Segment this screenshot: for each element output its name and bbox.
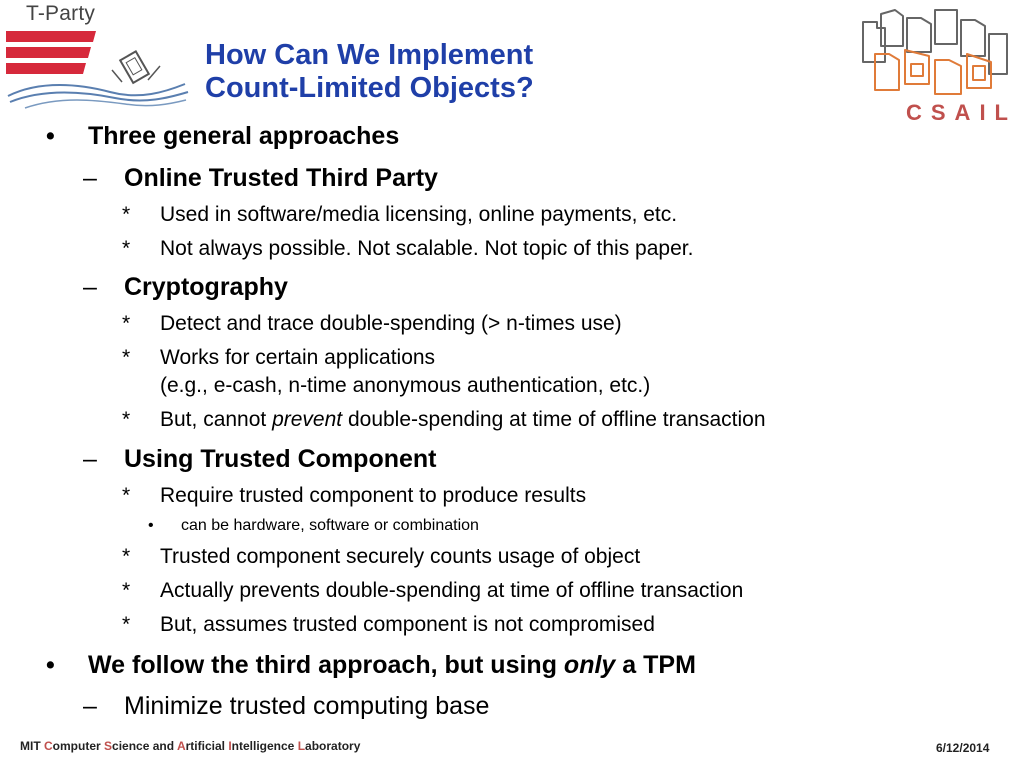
item-actually-prevents: Actually prevents double-spending at time of offline transaction (160, 579, 744, 602)
item-assumes-not-compromised: But, assumes trusted component is not compromised (160, 613, 655, 636)
dash-marker: – (83, 692, 97, 720)
footer-text: ntelligence (231, 739, 298, 753)
star-marker: * (122, 312, 131, 335)
footer-initial: S (104, 739, 113, 753)
item-cannot-prevent-pre: But, cannot (160, 408, 273, 431)
item-cannot-prevent-emphasis: prevent (272, 408, 343, 431)
footer-initial: C (44, 739, 53, 753)
footer-initial: I (228, 739, 232, 753)
item-securely-counts: Trusted component securely counts usage of object (160, 545, 641, 568)
star-marker: * (122, 613, 131, 636)
slide-title-line-2: Count-Limited Objects? (205, 72, 534, 104)
footer-initial: A (176, 739, 186, 753)
bullet-marker: • (46, 651, 55, 679)
item-hardware-software: can be hardware, software or combination (181, 517, 479, 534)
star-marker: * (122, 545, 131, 568)
footer-text: aboratory (305, 739, 361, 753)
star-marker: * (122, 237, 131, 260)
dash-marker: – (83, 273, 97, 301)
star-marker: * (122, 579, 131, 602)
item-cannot-prevent (160, 408, 766, 432)
item-not-always-possible: Not always possible. Not scalable. Not topic of this paper. (160, 237, 694, 260)
bullet-follow-third-approach (88, 651, 696, 680)
subbullet-minimize-tcb: Minimize trusted computing base (124, 692, 490, 720)
item-used-in-licensing: Used in software/media licensing, online payments, etc. (160, 203, 678, 226)
item-works-for-certain-examples: (e.g., e-cash, n-time anonymous authentication, etc.) (160, 374, 651, 397)
tparty-logo-text: T-Party (26, 2, 96, 25)
footer-date: 6/12/2014 (936, 741, 990, 755)
dash-marker: – (83, 164, 97, 192)
footer-text: omputer (52, 739, 105, 753)
footer-text: cience and (112, 739, 177, 753)
dash-marker: – (83, 445, 97, 473)
star-marker: * (122, 484, 131, 507)
item-cannot-prevent-post: double-spending at time of offline transaction (342, 408, 766, 431)
footer-text: MIT (20, 739, 44, 753)
subbullet-trusted-component: Using Trusted Component (124, 445, 437, 473)
bullet-marker: • (46, 122, 55, 150)
star-marker: * (122, 346, 131, 369)
item-works-for-certain: Works for certain applications (160, 346, 436, 369)
star-marker: * (122, 203, 131, 226)
bullet-marker: • (148, 517, 154, 534)
bullet-approaches: Three general approaches (88, 122, 400, 150)
csail-logo-text: CSAIL (906, 100, 1017, 125)
bullet-follow-emphasis: only (563, 651, 616, 679)
item-require-trusted-component: Require trusted component to produce results (160, 484, 587, 507)
item-detect-double-spending: Detect and trace double-spending (> n-times use) (160, 312, 622, 335)
footer-text: rtificial (185, 739, 229, 753)
slide-title (205, 39, 534, 105)
bullet-follow-post: a TPM (615, 651, 696, 679)
footer-initial: L (297, 739, 306, 753)
bullet-follow-pre: We follow the third approach, but using (88, 651, 564, 679)
star-marker: * (122, 408, 131, 431)
subbullet-online-ttp: Online Trusted Third Party (124, 164, 438, 192)
slide-title-line-1: How Can We Implement (205, 39, 534, 71)
subbullet-cryptography: Cryptography (124, 273, 288, 301)
footer-lab-name (20, 739, 360, 753)
